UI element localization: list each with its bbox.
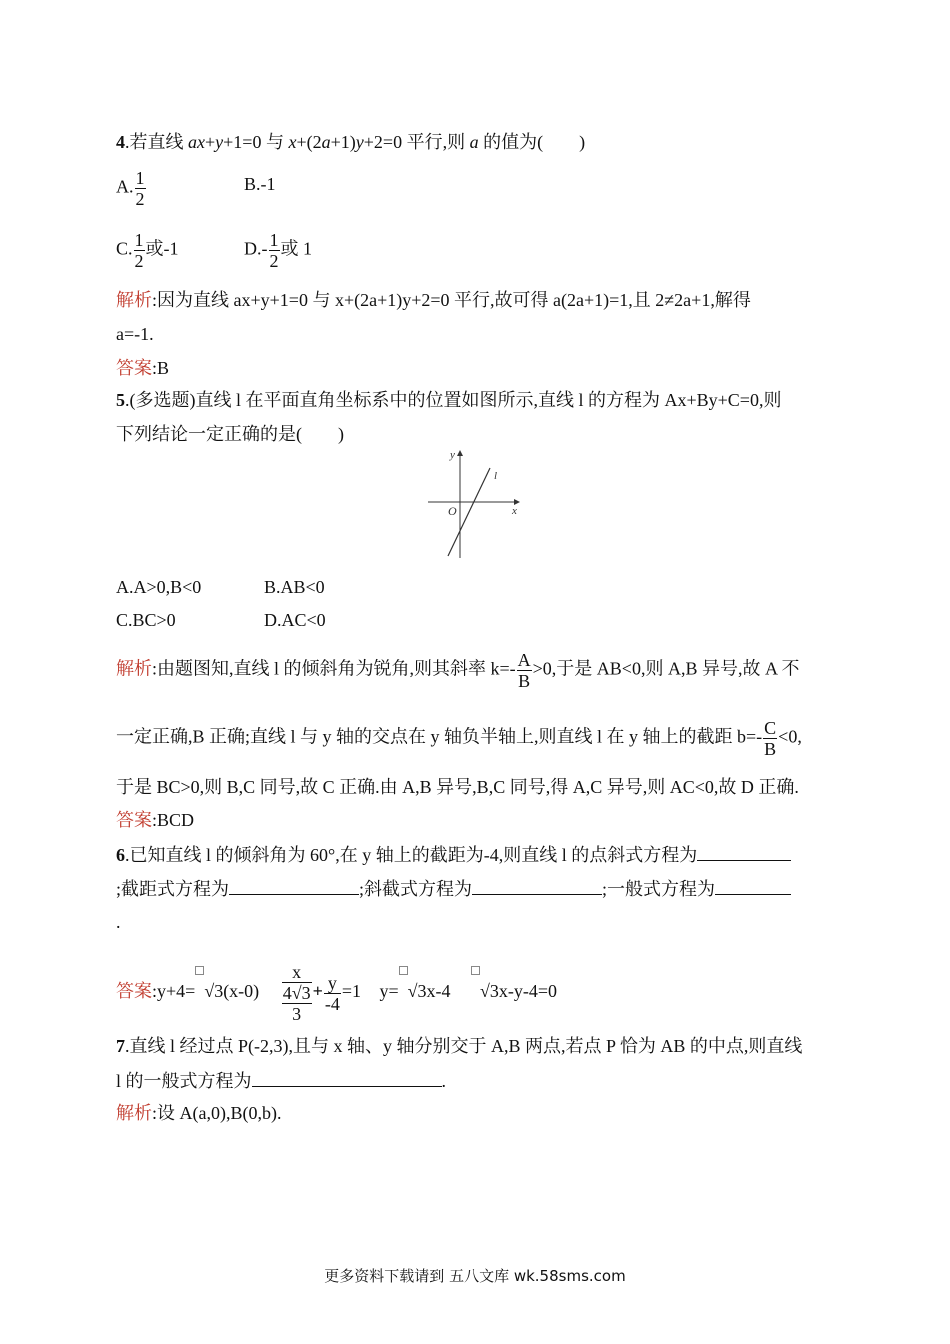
q5-analysis-1: 解析:由题图知,直线 l 的倾斜角为锐角,则其斜率 k=- $\frac{A}{B}$ >0,于是 AB<0,则 A,B 异号,故 A 不 [116,650,800,691]
q5-option-a: A.A>0,B<0 [116,577,202,597]
q5-stem: 5.(多选题)直线 l 在平面直角坐标系中的位置如图所示,直线 l 的方程为 Ax+By+C=0,则 [116,390,782,410]
q5-figure [420,446,530,561]
intercept-fraction-x: x 4√3 3 [282,962,311,1024]
q4-stem: 4.若直线 ax+y+1=0 与 x+(2a+1)y+2=0 平行,则 a 的值为( ) [116,132,586,152]
q7-analysis: 解析:设 A(a,0),B(0,b). [116,1103,282,1123]
origin-label: O [448,504,457,518]
analysis-label: 解析 [116,1103,152,1123]
q4-option-c: C. $\frac{1}{2}$ 或-1 [116,230,179,271]
answer-blank [472,876,602,895]
answer-blank [252,1068,442,1087]
answer-label: 答案 [116,981,152,1002]
answer-label: 答案 [116,358,152,378]
answer-blank [697,842,791,861]
q5-option-d: D.AC<0 [264,610,326,630]
q6-answer: 答案:y+4= √3(x-0) x 4√3 3 + $\frac{y}{-4}$ =1 y= √3x-4 √3x-y-4=0 [116,962,558,1024]
q5-option-c: C.BC>0 [116,610,176,630]
y-axis-label: y [450,449,455,461]
q6-stem-cont: ;截距式方程为 ;斜截式方程为 ;一般式方程为 [116,876,791,901]
y-axis-arrow [457,450,463,456]
q4-option-b: B.-1 [244,174,276,194]
intercept-fraction-y: $\frac{y}{-4}$ [324,972,340,1014]
q5-answer: 答案:BCD [116,810,195,830]
q5-option-b: B.AB<0 [264,577,325,597]
answer-label: 答案 [116,810,152,830]
q4-analysis-cont: a=-1. [116,324,154,344]
missing-glyph-icon [399,966,408,975]
q4-option-a: A. $\frac{1}{2}$ [116,168,145,209]
q6-stem-end: . [116,912,121,932]
q4-analysis: 解析:因为直线 ax+y+1=0 与 x+(2a+1)y+2=0 平行,故可得 a(2a+1)=1,且 2≠2a+1,解得 [116,290,751,310]
q7-stem: 7.直线 l 经过点 P(-2,3),且与 x 轴、y 轴分别交于 A,B 两点,若点 P 恰为 AB 的中点,则直线 [116,1036,803,1056]
missing-glyph-icon [471,966,480,975]
q5-analysis-2: 一定正确,B 正确;直线 l 与 y 轴的交点在 y 轴负半轴上,则直线 l 在 y 轴上的截距 b=- $\frac{C}{B}$ <0, [116,718,802,759]
analysis-label: 解析 [116,658,152,679]
analysis-label: 解析 [116,290,152,310]
q5-analysis-3: 于是 BC>0,则 B,C 同号,故 C 正确.由 A,B 异号,B,C 同号,得 A,C 异号,则 AC<0,故 D 正确. [116,777,799,797]
q7-stem-cont: l 的一般式方程为 . [116,1068,446,1093]
answer-blank [715,876,791,895]
line-l-label: l [494,470,498,482]
q6-stem: 6.已知直线 l 的倾斜角为 60°,在 y 轴上的截距为-4,则直线 l 的点斜式方程为 [116,842,791,867]
x-axis-label: x [512,505,517,517]
missing-glyph-icon [195,966,204,975]
q4-answer: 答案:B [116,358,170,378]
footer-text: 更多资料下载请到 五八文库 wk.58sms.com [324,1267,626,1285]
q4-option-d: D.- $\frac{1}{2}$ 或 1 [244,230,312,271]
q5-stem-cont: 下列结论一定正确的是( ) [116,424,344,444]
answer-blank [229,876,359,895]
